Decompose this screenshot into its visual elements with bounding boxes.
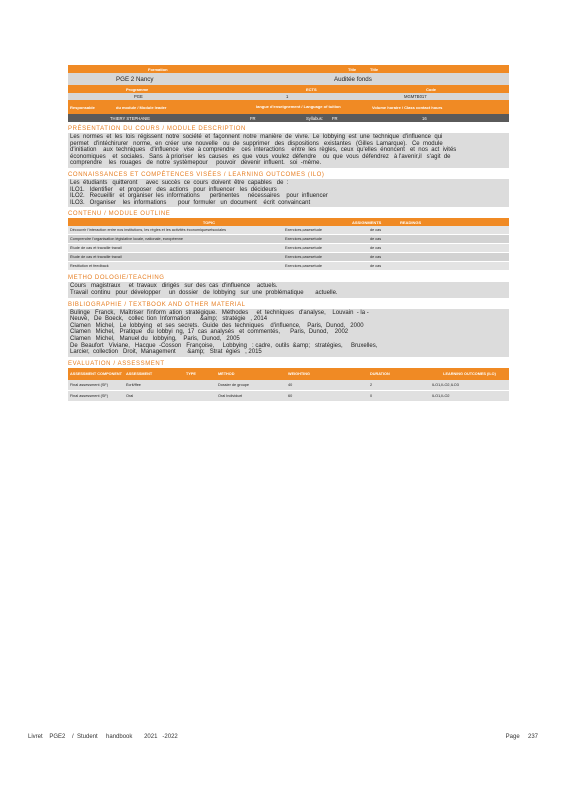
contenu-title: CONTENU / MODULE OUTLINE	[68, 211, 171, 218]
programme-header	[68, 85, 509, 93]
outline-cell-assignments: Exercices,casesetude	[285, 246, 322, 251]
assessment-cell-weighting: 40	[288, 382, 293, 387]
assessment-cell-duration: 2	[370, 382, 373, 387]
ects-value: 1	[286, 94, 289, 99]
assessment-cell-assessment: Oral	[126, 393, 134, 398]
presentation-text: Les normes et les lois régissent notre société et façonnent notre manière de vivre. Le lobbying est une technique d'influence qui permet d'intéchirurer norme, en créer une nouvelle ou de supprimer des dispositions existantes (Gilles Lamarque). Ce module d'initiation aux techniques d'influence vise à comprendre ces interactions entre les règles, ceux qu'elles énoncent et nos act ivités économiques et sociales. Sans à prioriser les causes es que vous voulez défendre ou que vous défendrez à l'avenir,il s'agit de comprendre les rouages de notre systèmepour pouvoir devenir influent. soi -même.	[70, 134, 457, 167]
outline-cell-topic: Comprendre l'organisation législative locale, nationale, européenne	[70, 237, 184, 242]
outline-row	[68, 226, 509, 235]
assessment-header-weighting: WEIGHTING	[288, 371, 310, 376]
outline-cell-readings: de cas	[370, 237, 382, 242]
outline-row	[68, 253, 509, 262]
competences-title: CONNAISSANCES ET COMPÉTENCES VISÉES / LEARNING OUTCOMES (ILO)	[68, 171, 325, 178]
formation-label: Formation	[148, 66, 168, 72]
assessment-cell-duration: 0	[370, 393, 373, 398]
assessment-header-ilo: LEARNING OUTCOMES (ILO)	[443, 371, 496, 376]
formation-value: PGE 2 Nancy	[116, 75, 154, 83]
programme-row	[68, 93, 509, 100]
outline-row	[68, 262, 509, 271]
outline-row	[68, 235, 509, 244]
bibliographie-title: BIBLIOGRAPHIE / TEXTBOOK AND OTHER MATERIAL	[68, 301, 246, 308]
outline-table	[68, 218, 509, 271]
responsable-row	[68, 114, 509, 122]
outline-cell-readings: de cas	[370, 246, 382, 251]
outline-cell-readings: de cas	[370, 228, 382, 233]
outline-cell-topic: Restitution et feedback	[70, 264, 109, 269]
bibliographie-text: Bulinge Franck, Maîtriser l'inform ation stratégique. Méthodes et techniques d'analyse, Louvain - la - Neuve, De Boeck, collec tion Information &amp; stratégie , 2014 Clamen Michel, Le lobbying et ses secrets. Guide des techniques d'influence, Paris, Dunod, 2000 Clamen Michel, Pratique du lobbyi ng, 17 cas analysés et commentés, Paris, Dunod, 2002 Clamen Michel, Manuel du lobbying, Paris, Dunod, 2005 De Beaufort Viviane, Hacque -Cosson Françoise, Lobbying : cadre, outils &amp; stratégies, Bruxelles, Larcier, collection Droit, Management &amp; Strat égies , 2015	[70, 309, 378, 356]
outline-header-topic: TOPIC	[202, 219, 216, 225]
outline-cell-readings: de cas	[370, 255, 382, 260]
outline-cell-readings: de cas	[370, 264, 382, 269]
outline-cell-assignments: Exercices,casesetude	[285, 228, 322, 233]
assessment-cell-ilo: ILO1,ILO2	[432, 393, 450, 398]
competences-text-block	[68, 179, 509, 207]
assessment-header-component: ASSESSMENT COMPONENT	[70, 371, 122, 376]
programme-value: PGE	[134, 94, 143, 99]
presentation-title: PRÉSENTATION DU COURS / MODULE DESCRIPTION	[68, 126, 246, 132]
code-label: Code	[426, 86, 436, 92]
footer-page-number: Page 237	[505, 734, 538, 740]
methodologie-text-block	[68, 282, 509, 297]
volume-value: 16	[422, 115, 427, 121]
outline-cell-assignments: Exercices,casesetude	[285, 264, 322, 269]
assessment-header-type: TYPE	[186, 371, 196, 376]
outline-cell-topic: Étude de cas et travaille travail	[70, 246, 122, 251]
bibliographie-text-block	[68, 309, 509, 357]
methodologie-text: Cours magistraux et travaux dirigés sur des cas d'influence actuels. Travail continu pour développer un dossier de lobbying sur une problématique actuelle.	[70, 283, 338, 296]
outline-cell-assignments: Exercices,casesetude	[285, 237, 322, 242]
assessment-cell-method: Oral Individuel	[218, 393, 243, 398]
syllabus-value: FR	[332, 115, 338, 121]
volume-label: Volume horaire / Class contact hours	[372, 104, 443, 110]
outline-cell-topic: Découvrir l'interaction entre nos institutions, les règles et les activités économiquesetsociales	[70, 228, 227, 233]
evaluation-title: EVALUATION / ASSESSMENT	[68, 360, 165, 367]
presentation-text-block	[68, 133, 509, 168]
formation-header	[68, 65, 509, 73]
methodologie-title: METHO DOLOGIE/TEACHING	[68, 275, 165, 282]
footer-left: Livret PGE2 / Student handbook 2021 -2022	[28, 734, 178, 740]
outline-header-assignments: ASSIGNMENTS	[352, 219, 382, 225]
formation-row	[68, 73, 509, 85]
langue-value: FR	[250, 115, 256, 121]
assessment-cell-component: Final assessment (SF)	[70, 393, 108, 398]
title-value: Auditée fonds	[334, 75, 372, 83]
langue-label: langue d'enseignement / Language of tuition	[256, 104, 341, 109]
page-footer	[28, 734, 538, 740]
outline-cell-topic: Étude de cas et travaille travail	[70, 255, 122, 260]
assessment-cell-weighting: 60	[288, 393, 293, 398]
assessment-cell-ilo: ILO1,ILO2,ILO3	[432, 382, 459, 387]
outline-header-row	[68, 218, 509, 226]
outline-cell-assignments: Exercices,casesetude	[285, 255, 322, 260]
responsable-value: THIERY STEPHANIE	[110, 115, 151, 121]
assessment-row	[68, 391, 509, 402]
assessment-header-assessment: ASSESSMENT	[126, 371, 153, 376]
responsable-label: Responsable	[70, 104, 95, 110]
competences-text: Les étudiants quitteront avec succès ce cours doivent être capables de : ILO1. Identifier et proposer des actions pour influencer les décideurs ILO2. Recueillir et organiser les informations pertinentes nécessaires pour influencer ILO3. Organiser les informations pour formuler un document écrit convaincant	[70, 179, 328, 206]
assessment-header-duration: DURATION	[370, 371, 390, 376]
assessment-cell-component: Final assessment (SF)	[70, 382, 108, 387]
title-label: Title	[348, 66, 357, 72]
assessment-cell-method: Dossier de groupe	[218, 382, 250, 387]
responsable-header	[68, 100, 509, 114]
module-label: du module / Module leader	[116, 104, 167, 110]
code-value: MGMTB017	[404, 94, 427, 99]
outline-row	[68, 244, 509, 253]
syllabus-label: Syllabus:	[306, 115, 323, 121]
assessment-header-row	[68, 368, 509, 380]
title2-label: Title	[370, 66, 379, 72]
assessment-cell-assessment: Écrit/ffee	[126, 382, 141, 387]
assessment-header-method: MÉTHOD	[218, 371, 235, 376]
programme-label: Programme	[126, 86, 149, 92]
assessment-table	[68, 368, 509, 402]
outline-header-readings: READINGS	[400, 219, 422, 225]
course-sheet	[68, 65, 509, 402]
assessment-row	[68, 380, 509, 391]
ects-label: ECTS	[306, 86, 317, 92]
